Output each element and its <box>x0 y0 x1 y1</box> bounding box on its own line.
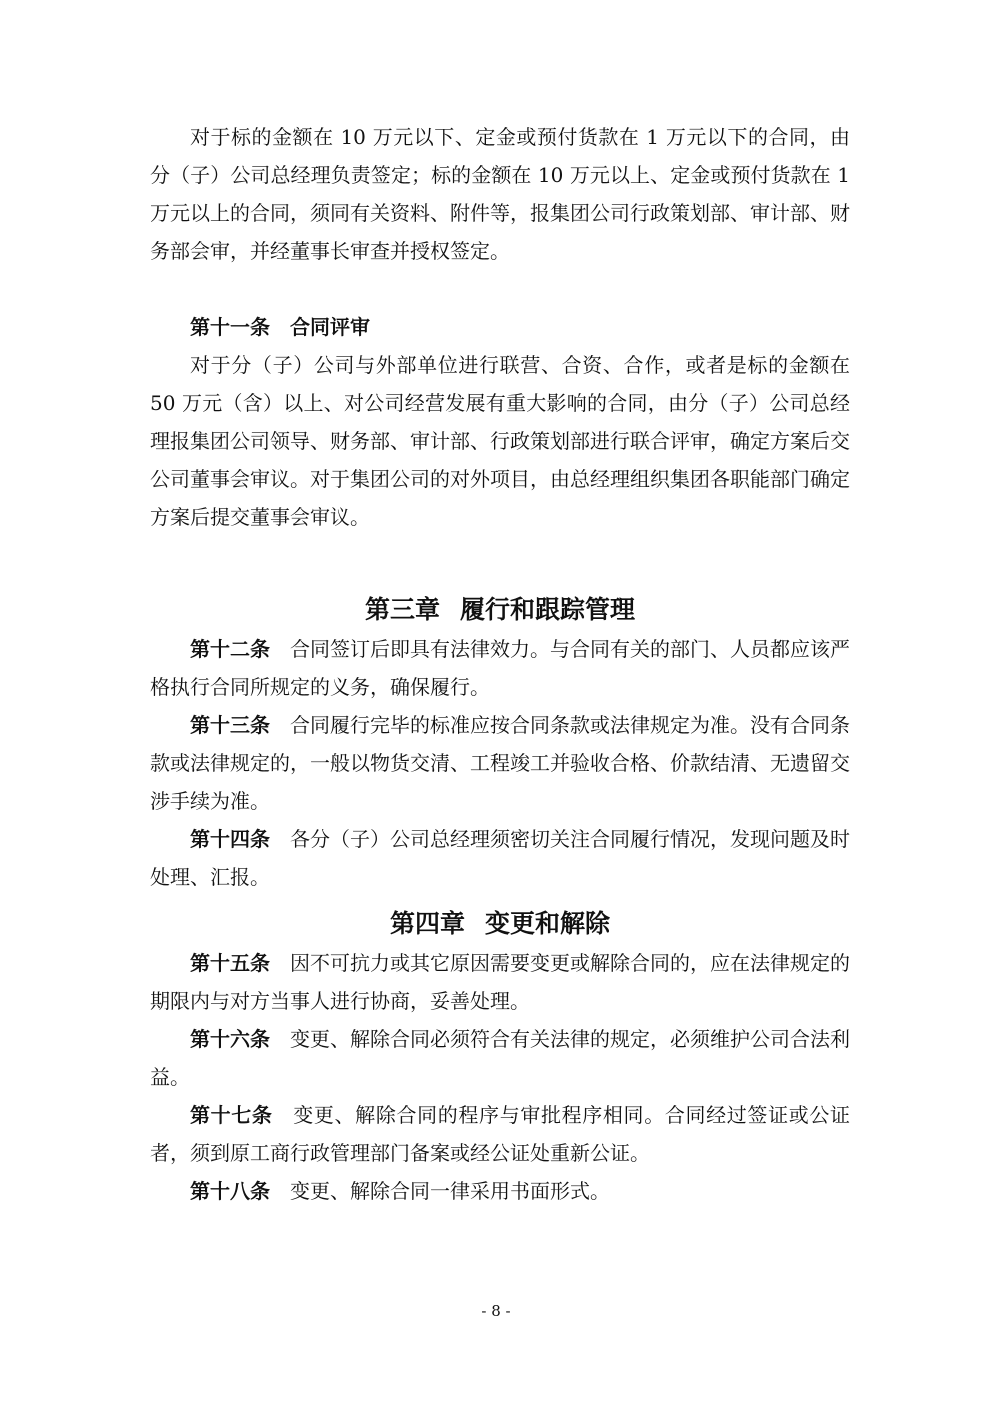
article-15-text: 因不可抗力或其它原因需要变更或解除合同的，应在法律规定的期限内与对方当事人进行协商，妥善处理。 <box>150 951 850 1013</box>
document-page <box>150 118 850 1210</box>
article-12-text: 合同签订后即具有法律效力。与合同有关的部门、人员都应该严格执行合同所规定的义务，确保履行。 <box>150 637 850 699</box>
article-10-continuation: 对于标的金额在 10 万元以下、定金或预付货款在 1 万元以下的合同，由分（子）公司总经理负责签定；标的金额在 10 万元以上、定金或预付货款在 1 万元以上的合同，须同有关资料、附件等，报集团公司行政策划部、审计部、财务部会审，并经董事长审查并授权签定。 <box>150 125 850 263</box>
article-13-label: 第十三条 <box>190 713 270 737</box>
chapter-3-heading <box>150 590 850 630</box>
chapter-3-title: 履行和跟踪管理 <box>460 595 636 624</box>
article-11-label: 第十一条 <box>190 315 270 339</box>
article-11-heading <box>150 308 850 346</box>
article-13-text: 合同履行完毕的标准应按合同条款或法律规定为准。没有合同条款或法律规定的，一般以物货交清、工程竣工并验收合格、价款结清、无遗留交涉手续为准。 <box>150 713 850 813</box>
article-11-body: 对于分（子）公司与外部单位进行联营、合资、合作，或者是标的金额在 50 万元（含）以上、对公司经营发展有重大影响的合同，由分（子）公司总经理报集团公司领导、财务部、审计部、行政策划部进行联合评审，确定方案后交公司董事会审议。对于集团公司的对外项目，由总经理组织集团各职能部门确定方案后提交董事会审议。 <box>150 353 850 529</box>
article-13 <box>150 706 850 820</box>
chapter-4-number: 第四章 <box>389 909 465 938</box>
article-18-text: 变更、解除合同一律采用书面形式。 <box>290 1179 610 1203</box>
article-17-text: 变更、解除合同的程序与审批程序相同。合同经过签证或公证者，须到原工商行政管理部门备案或经公证处重新公证。 <box>150 1103 851 1165</box>
page-number: - 8 - <box>481 1302 511 1320</box>
article-16-label: 第十六条 <box>190 1027 270 1051</box>
chapter-4-title: 变更和解除 <box>485 909 611 938</box>
article-12 <box>150 630 850 706</box>
article-18 <box>150 1172 850 1210</box>
article-17-label: 第十七条 <box>190 1103 273 1127</box>
article-14 <box>150 820 850 896</box>
article-18-label: 第十八条 <box>190 1179 270 1203</box>
article-14-label: 第十四条 <box>190 827 270 851</box>
article-14-text: 各分（子）公司总经理须密切关注合同履行情况，发现问题及时处理、汇报。 <box>150 827 850 889</box>
article-17 <box>150 1096 850 1172</box>
article-15 <box>150 944 850 1020</box>
article-16 <box>150 1020 850 1096</box>
chapter-3-number: 第三章 <box>364 595 440 624</box>
article-16-text: 变更、解除合同必须符合有关法律的规定，必须维护公司合法利益。 <box>150 1027 850 1089</box>
article-11-title: 合同评审 <box>290 315 370 339</box>
chapter-4-heading <box>150 904 850 944</box>
article-12-label: 第十二条 <box>190 637 270 661</box>
article-15-label: 第十五条 <box>190 951 270 975</box>
